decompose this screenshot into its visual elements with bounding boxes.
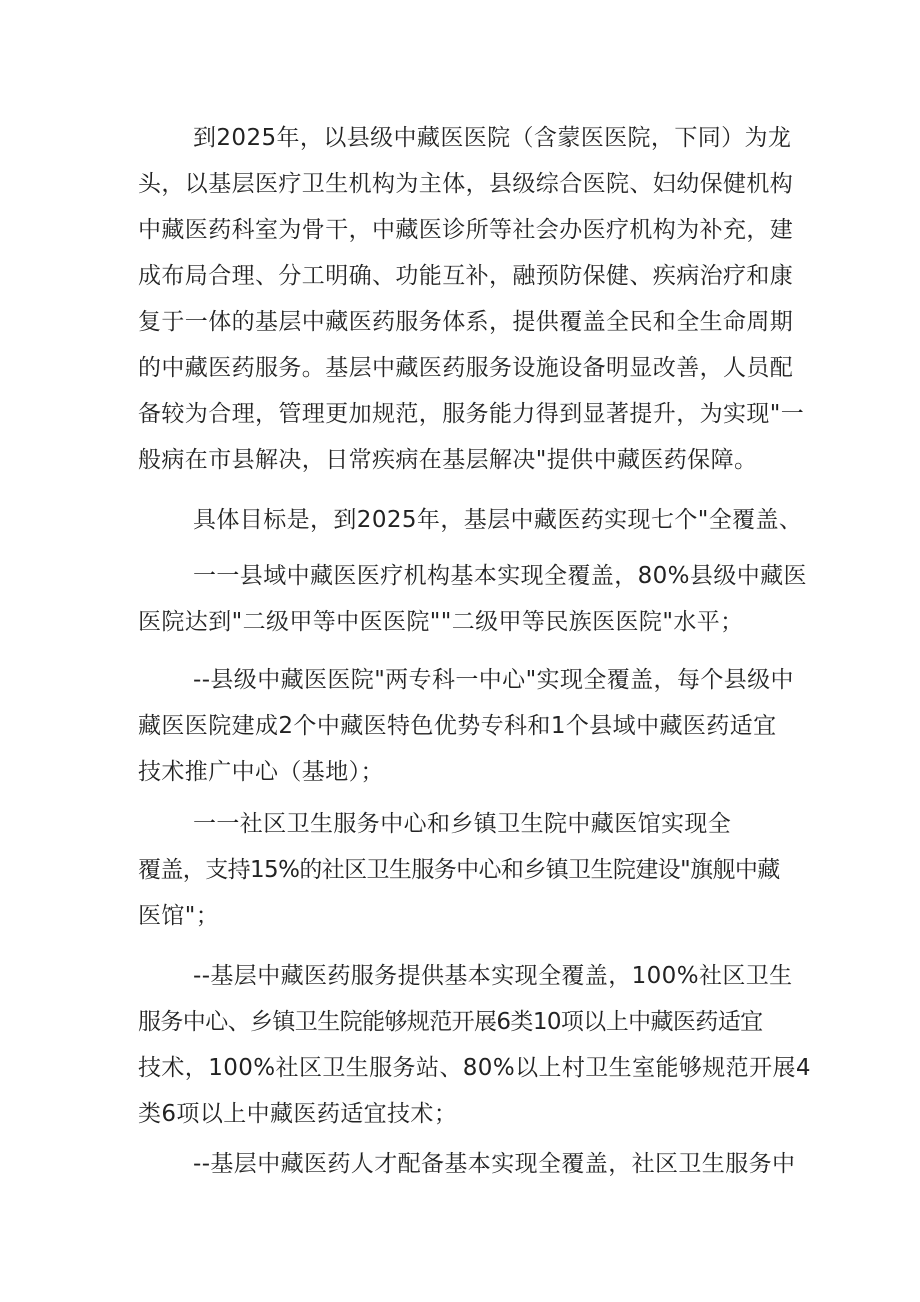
paragraph-line: 医馆"；	[138, 903, 220, 929]
paragraph-line: --基层中藏医药服务提供基本实现全覆盖，100%社区卫生	[193, 963, 793, 989]
paragraph-line: 备较为合理，管理更加规范，服务能力得到显著提升，为实现"一	[138, 401, 805, 427]
paragraph-line: 服务中心、乡镇卫生院能够规范开展6类10项以上中藏医药适宜	[138, 1009, 763, 1035]
paragraph-line: 一一县域中藏医医疗机构基本实现全覆盖，80%县级中藏医	[193, 563, 807, 589]
paragraph-line: 技术推广中心（基地）；	[138, 759, 384, 785]
paragraph-line: 到2025年，以县级中藏医医院（含蒙医医院，下同）为龙	[193, 125, 792, 151]
paragraph-line: --基层中藏医药人才配备基本实现全覆盖，社区卫生服务中	[193, 1151, 796, 1177]
paragraph-line: 一一社区卫生服务中心和乡镇卫生院中藏医馆实现全	[193, 811, 732, 837]
paragraph-line: 中藏医药科室为骨干，中藏医诊所等社会办医疗机构为补充，建	[138, 217, 794, 243]
paragraph-line: 复于一体的基层中藏医药服务体系，提供覆盖全民和全生命周期	[138, 309, 794, 335]
paragraph-line: 成布局合理、分工明确、功能互补，融预防保健、疾病治疗和康	[138, 263, 794, 289]
paragraph-line: 藏医医院建成2个中藏医特色优势专科和1个县域中藏医药适宜	[138, 713, 777, 739]
paragraph-line: 覆盖，支持15%的社区卫生服务中心和乡镇卫生院建设"旗舰中藏	[138, 857, 780, 883]
paragraph-line: 的中藏医药服务。基层中藏医药服务设施设备明显改善，人员配	[138, 355, 794, 381]
paragraph-line: 医院达到"二级甲等中医医院""二级甲等民族医医院"水平；	[138, 609, 744, 635]
paragraph-line: 类6项以上中藏医药适宜技术；	[138, 1101, 458, 1127]
paragraph-line: 般病在市县解决，日常疾病在基层解决"提供中藏医药保障。	[138, 447, 758, 473]
paragraph-line: --县级中藏医医院"两专科一中心"实现全覆盖，每个县级中	[193, 667, 794, 693]
paragraph-line: 具体目标是，到2025年，基层中藏医药实现七个"全覆盖、	[193, 507, 803, 533]
paragraph-line: 技术，100%社区卫生服务站、80%以上村卫生室能够规范开展4	[138, 1055, 811, 1081]
paragraph-line: 头，以基层医疗卫生机构为主体，县级综合医院、妇幼保健机构	[138, 171, 794, 197]
